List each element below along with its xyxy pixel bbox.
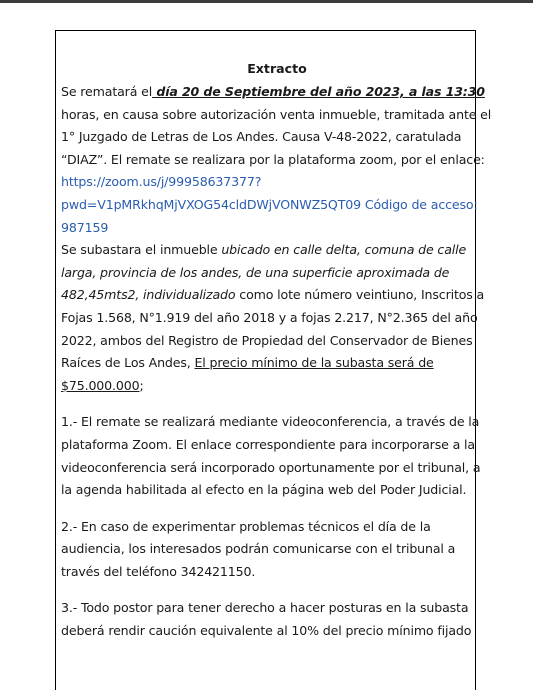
spacer [61,502,493,516]
condition-item-1: 1.- El remate se realizará mediante videoconferencia, a través de la plataforma Zoom. El enlace correspondiente para incorporarse a la videoconferencia será incorporado oportunamente por el tribunal, a la agenda habilitada al efecto en la página web del Poder Judicial. [61,414,481,498]
price-suffix: ; [139,377,144,393]
access-code: Código de acceso: 987159 [61,196,478,235]
top-border [0,0,533,3]
auction-prefix: Se rematará el [61,84,153,99]
auction-paragraph [61,81,493,239]
spacer [61,397,493,411]
document-body [61,58,493,643]
minimum-price: El precio mínimo de la subasta será de $75.000.000 [61,355,434,393]
property-body: como lote número veintiuno, Inscritos a Fojas 1.568, N°1.919 del año 2018 y a fojas 2.217, N°2.365 del año 2022, ambos del Registro de Propiedad del Conservador de Bienes Raíces de Los Andes, [61,287,485,371]
property-paragraph [61,239,493,397]
auction-body: horas, en causa sobre autorización venta inmueble, tramitada ante el 1° Juzgado de Letras de Los Andes. Causa V-48-2022, caratulada “DIAZ”. El remate se realizara por la plataforma zoom, por el enlace: [61,106,492,167]
zoom-link[interactable]: https://zoom.us/j/99958637377?pwd=V1pMRkhqMjVXOG54cldDWjVONWZ5QT09 [61,174,361,212]
document-title: Extracto [247,61,307,76]
condition-item-2: 2.- En caso de experimentar problemas técnicos el día de la audiencia, los interesados podrán comunicarse con el tribunal a través del teléfono 342421150. [61,518,456,579]
auction-date: día 20 de Septiembre del año 2023, a las 13:30 [152,84,485,99]
spacer [61,583,493,597]
condition-item-3: 3.- Todo postor para tener derecho a hacer posturas en la subasta deberá rendir caución equivalente al 10% del precio mínimo fijado [61,600,472,639]
property-location: ubicado en calle delta, comuna de calle larga, provincia de los andes, de una superficie aproximada de 482,45mts2, individualizado [61,242,467,303]
property-prefix: Se subastara el inmueble [61,242,222,258]
